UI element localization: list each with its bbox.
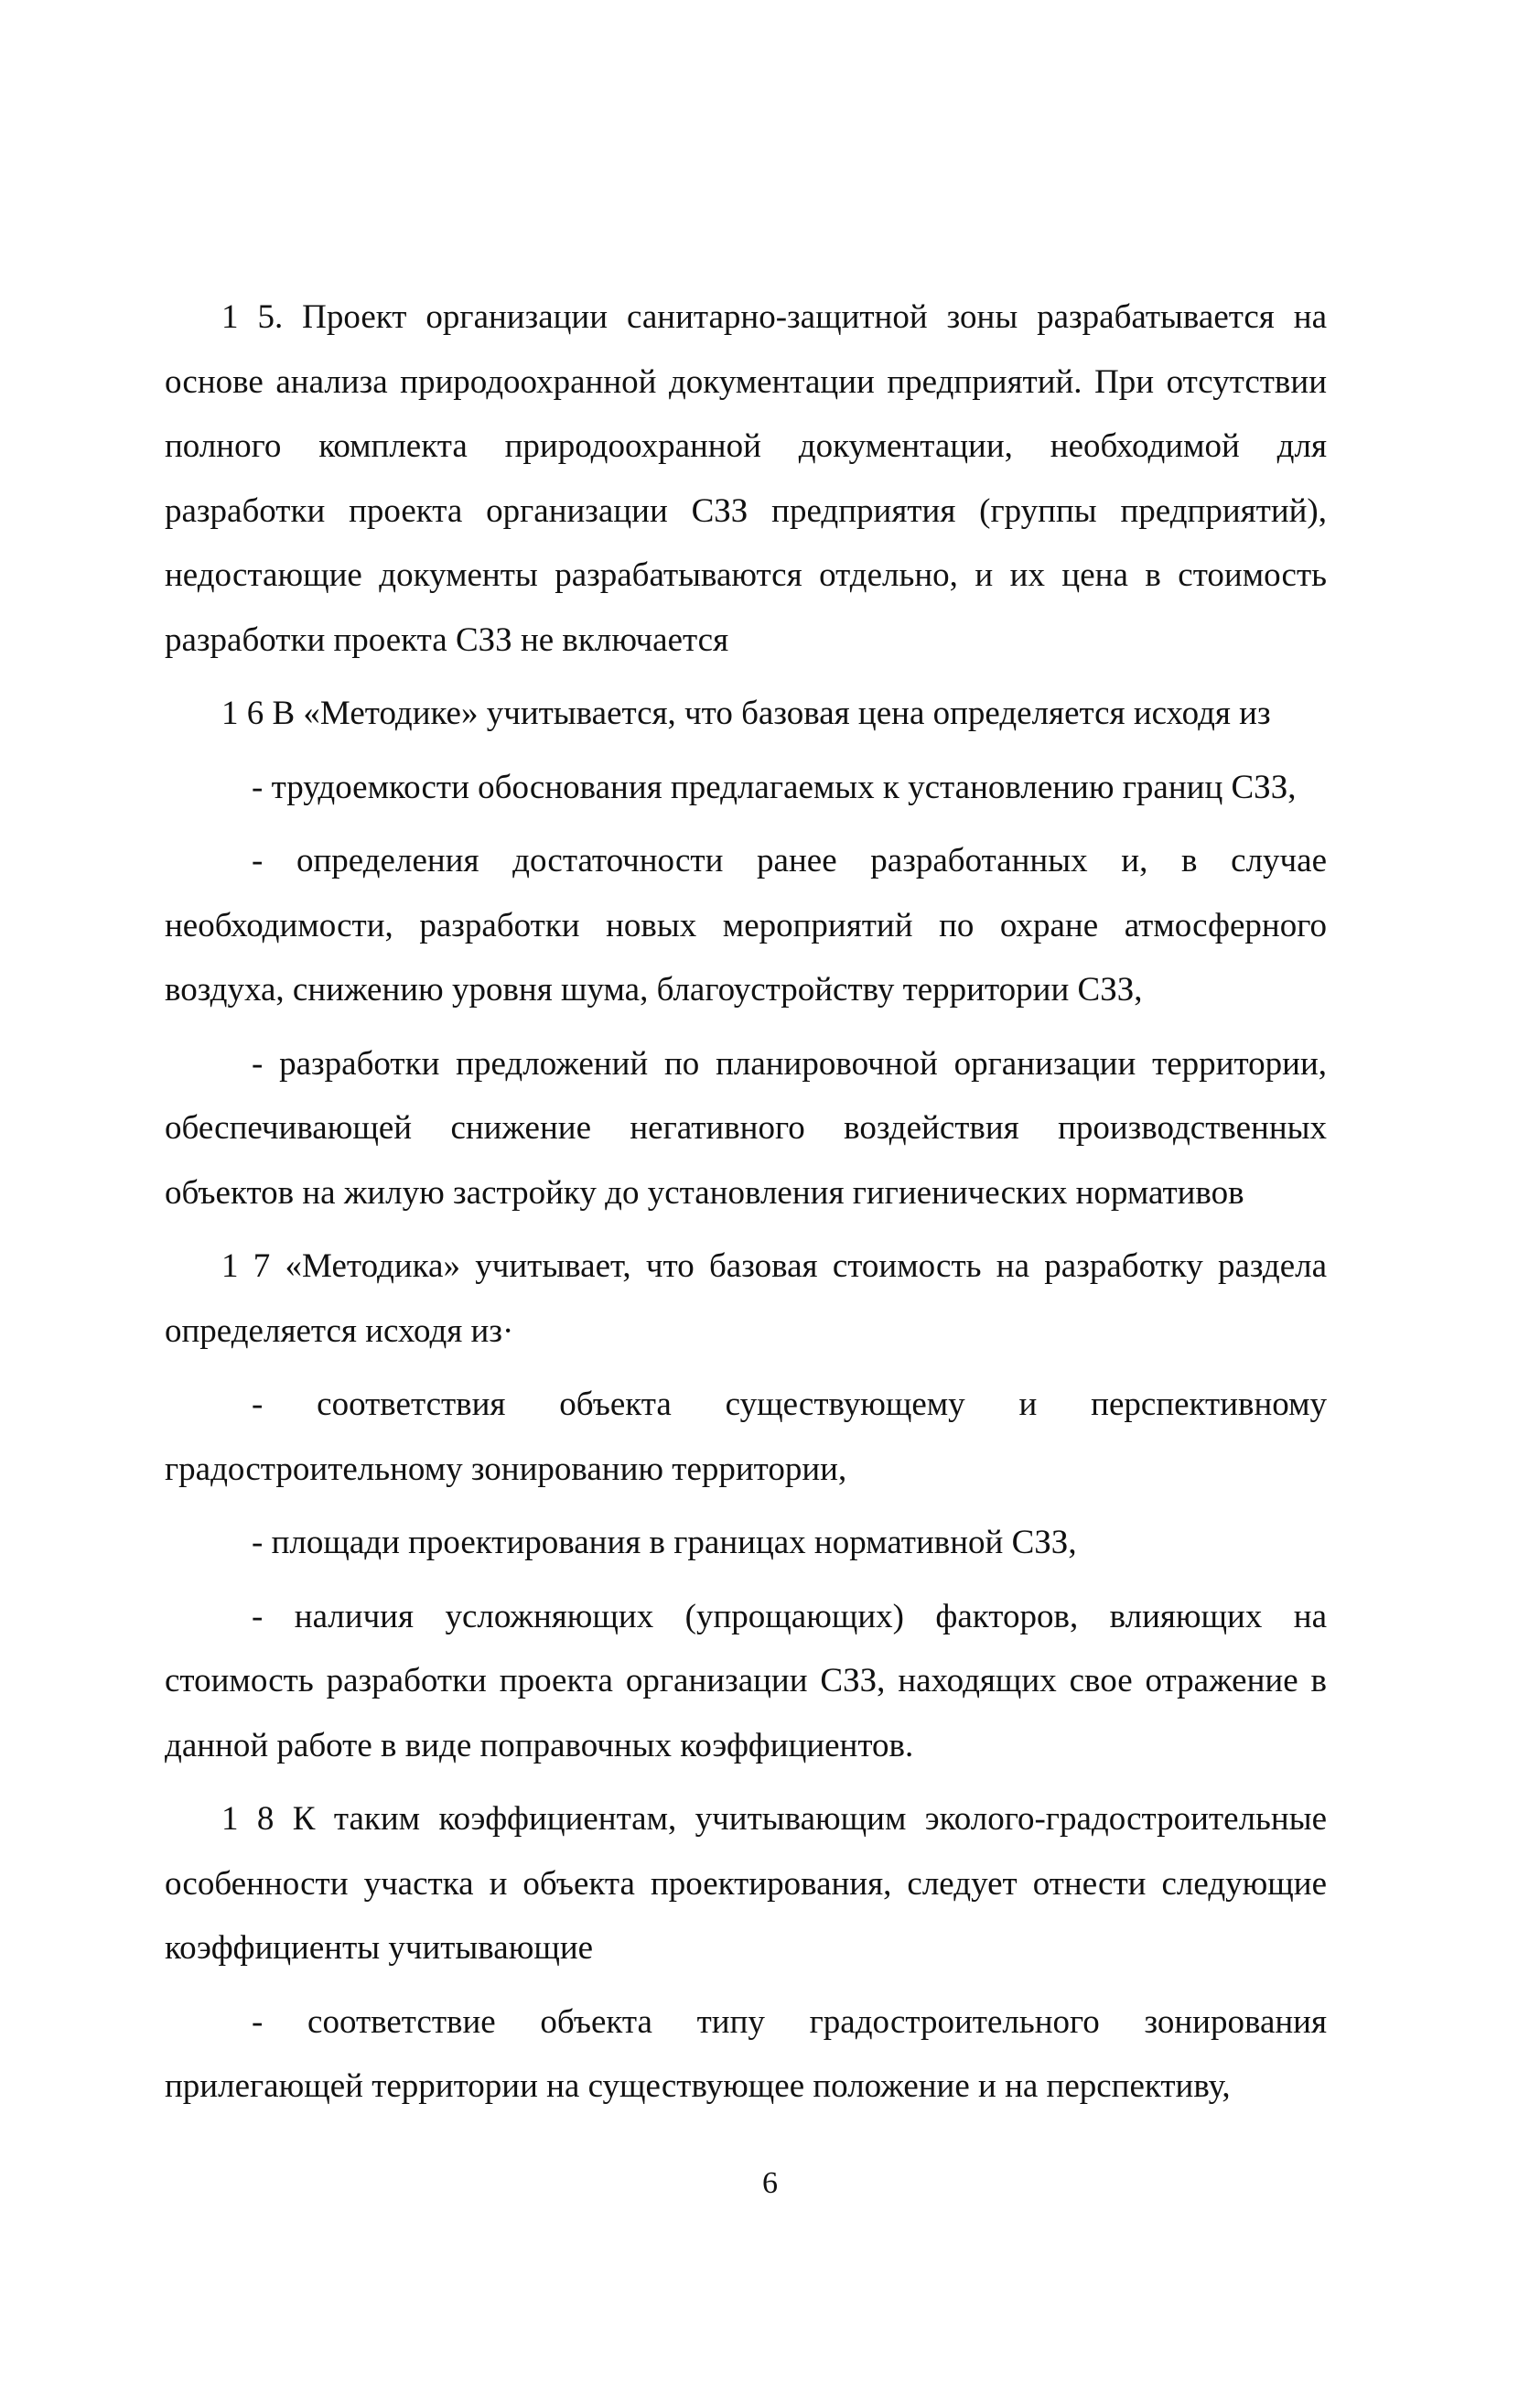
list-item: - соответствие объекта типу градостроительного зонирования прилегающей территории на существующее положение и на перспективу, bbox=[165, 2002, 1327, 2105]
paragraph-1-6: 1 6 В «Методике» учитывается, что базовая цена определяется исходя из bbox=[221, 695, 1271, 732]
paragraph-1-7: 1 7 «Методика» учитывает, что базовая стоимость на разработку раздела определяется исходя из· bbox=[165, 1247, 1327, 1350]
list-item: - площади проектирования в границах нормативной СЗЗ, bbox=[252, 1524, 1077, 1561]
list-item: - разработки предложений по планировочной организации территории, обеспечивающей снижение негативного воздействия производственных объектов на жилую застройку до установления гигиенических нормативов bbox=[165, 1044, 1327, 1212]
list-item: - определения достаточности ранее разработанных и, в случае необходимости, разработки новых мероприятий по охране атмосферного воздуха, снижению уровня шума, благоустройству территории СЗЗ, bbox=[165, 842, 1327, 1009]
paragraph-1-8: 1 8 К таким коэффициентам, учитывающим эколого-градостроительные особенности участка и объекта проектирования, следует отнести следующие коэффициенты учитывающие bbox=[165, 1800, 1327, 1967]
list-item: - трудоемкости обоснования предлагаемых к установлению границ СЗЗ, bbox=[252, 768, 1297, 806]
page-number: 6 bbox=[762, 2166, 778, 2200]
page-body bbox=[165, 286, 1327, 2129]
paragraph-1-5: 1 5. Проект организации санитарно-защитной зоны разрабатывается на основе анализа природоохранной документации предприятий. При отсутствии полного комплекта природоохранной документации, необходимой для разработки проекта организации СЗЗ предприятия (группы предприятий), недостающие документы разрабатываются отдельно, и их цена в стоимость разработки проекта СЗЗ не включается bbox=[165, 298, 1327, 659]
list-item: - соответствия объекта существующему и перспективному градостроительному зонированию территории, bbox=[165, 1386, 1327, 1488]
list-item: - наличия усложняющих (упрощающих) факторов, влияющих на стоимость разработки проекта организации СЗЗ, находящих свое отражение в данной работе в виде поправочных коэффициентов. bbox=[165, 1597, 1327, 1764]
